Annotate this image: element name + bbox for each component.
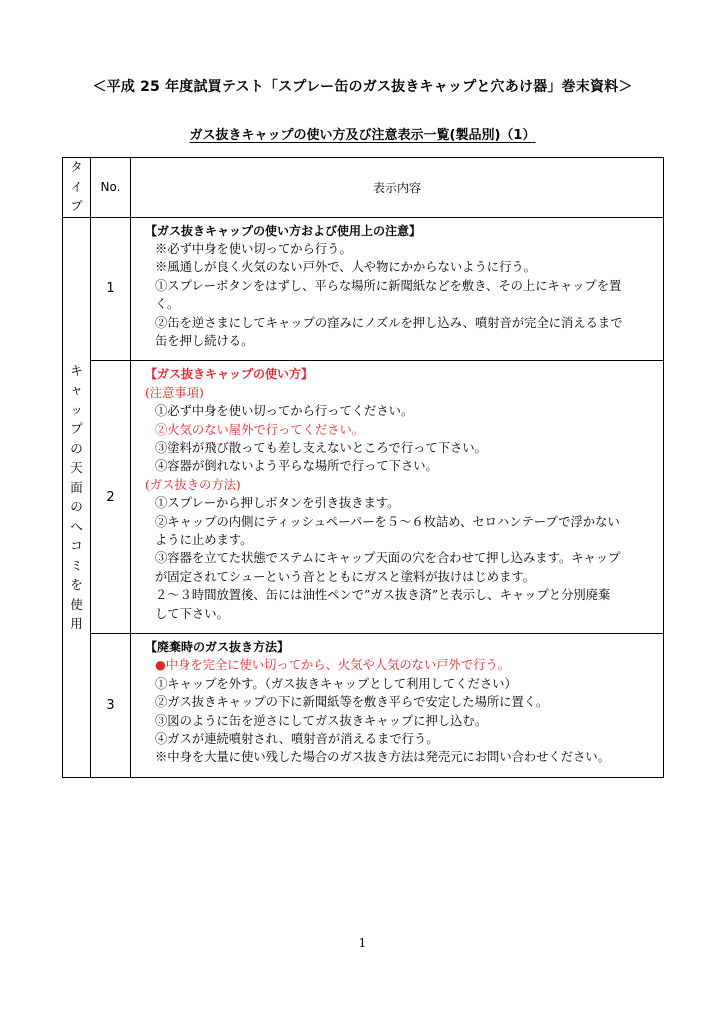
content-line: ように止めます。: [155, 533, 253, 547]
content-line: ④容器が倒れないよう平らな場所で行って下さい。: [155, 459, 438, 474]
row-heading: 【廃棄時のガス抜き方法】: [145, 640, 290, 655]
table-header-row: [63, 158, 664, 218]
content-line: ※風通しが良く火気のない戸外で、人や物にかからないように行う。: [155, 260, 536, 275]
row-content: [131, 217, 664, 361]
content-line: ①スプレーボタンをはずし、平らな場所に新聞紙などを敷き、その上にキャップを置: [155, 278, 622, 293]
content-line: ③図のように缶を逆さにしてガス抜きキャップに押し込む。: [155, 713, 488, 728]
table-row: [63, 361, 664, 634]
row-number: 1: [91, 217, 131, 361]
content-line: ③塗料が飛び散っても差し支えないところで行って下さい。: [155, 440, 487, 455]
table-row: [63, 634, 664, 778]
content-line: く。: [155, 297, 180, 312]
content-line: ①スプレーから押しボタンを引き抜きます。: [155, 496, 400, 511]
page-number: 1: [358, 936, 367, 950]
document-title: ＜平成 25 年度試買テスト「スプレー缶のガス抜きキャップと穴あけ器」巻末資料＞: [92, 79, 633, 95]
header-type: タイプ: [63, 158, 91, 218]
row-heading: 【ガス抜きキャップの使い方】: [145, 367, 314, 382]
content-line: ②ガス抜きキャップの下に新聞紙等を敷き平らで安定した場所に置く。: [155, 695, 549, 710]
content-line: ②火気のない屋外で行ってください。: [155, 422, 365, 437]
product-table: [62, 157, 664, 778]
content-line: ①キャップを外す。（ガス抜きキャップとして利用してください）: [155, 676, 517, 691]
content-line: 缶を押し続ける。: [155, 333, 254, 348]
document-subtitle: ガス抜きキャップの使い方及び注意表示一覧(製品別)（1）: [189, 128, 536, 143]
content-line: して下さい。: [155, 606, 229, 621]
content-line: ※中身を大量に使い残した場合のガス抜き方法は発売元にお問い合わせください。: [155, 750, 610, 765]
content-line: (ガス抜きの方法): [145, 477, 241, 492]
row-number: 2: [91, 361, 131, 634]
content-line: ①必ず中身を使い切ってから行ってください。: [155, 404, 414, 419]
content-line: ●中身を完全に使い切ってから、火気や人気のない戸外で行う。: [155, 658, 511, 673]
content-line: ②キャップの内側にティッシュペーパーを５～６枚詰め、セロハンテープで浮かない: [155, 514, 620, 529]
content-line: ２～３時間放置後、缶には油性ペンで”ガス抜き済”と表示し、キャップと分別廃棄: [155, 588, 611, 603]
content-line: (注意事項): [145, 385, 204, 400]
content-line: ④ガスが連続噴射され、噴射音が消えるまで行う。: [155, 732, 439, 747]
row-heading: 【ガス抜きキャップの使い方および使用上の注意】: [145, 223, 422, 238]
header-content: 表示内容: [131, 158, 664, 218]
row-content: [131, 634, 664, 778]
content-line: ※必ず中身を使い切ってから行う。: [155, 241, 352, 256]
row-content: [131, 361, 664, 634]
content-line: ②缶を逆さまにしてキャップの窪みにノズルを押し込み、噴射音が完全に消えるまで: [155, 315, 623, 330]
content-line: が固定されてシューという音とともにガスと塗料が抜けはじめます。: [155, 569, 535, 584]
type-cell: キャップの天面のへコミを使用: [63, 217, 91, 778]
row-number: 3: [91, 634, 131, 778]
table-row: [63, 217, 664, 361]
header-no: No.: [91, 158, 131, 218]
content-line: ③容器を立てた状態でステムにキャップ天面の穴を合わせて押し込みます。キャップ: [155, 551, 621, 566]
